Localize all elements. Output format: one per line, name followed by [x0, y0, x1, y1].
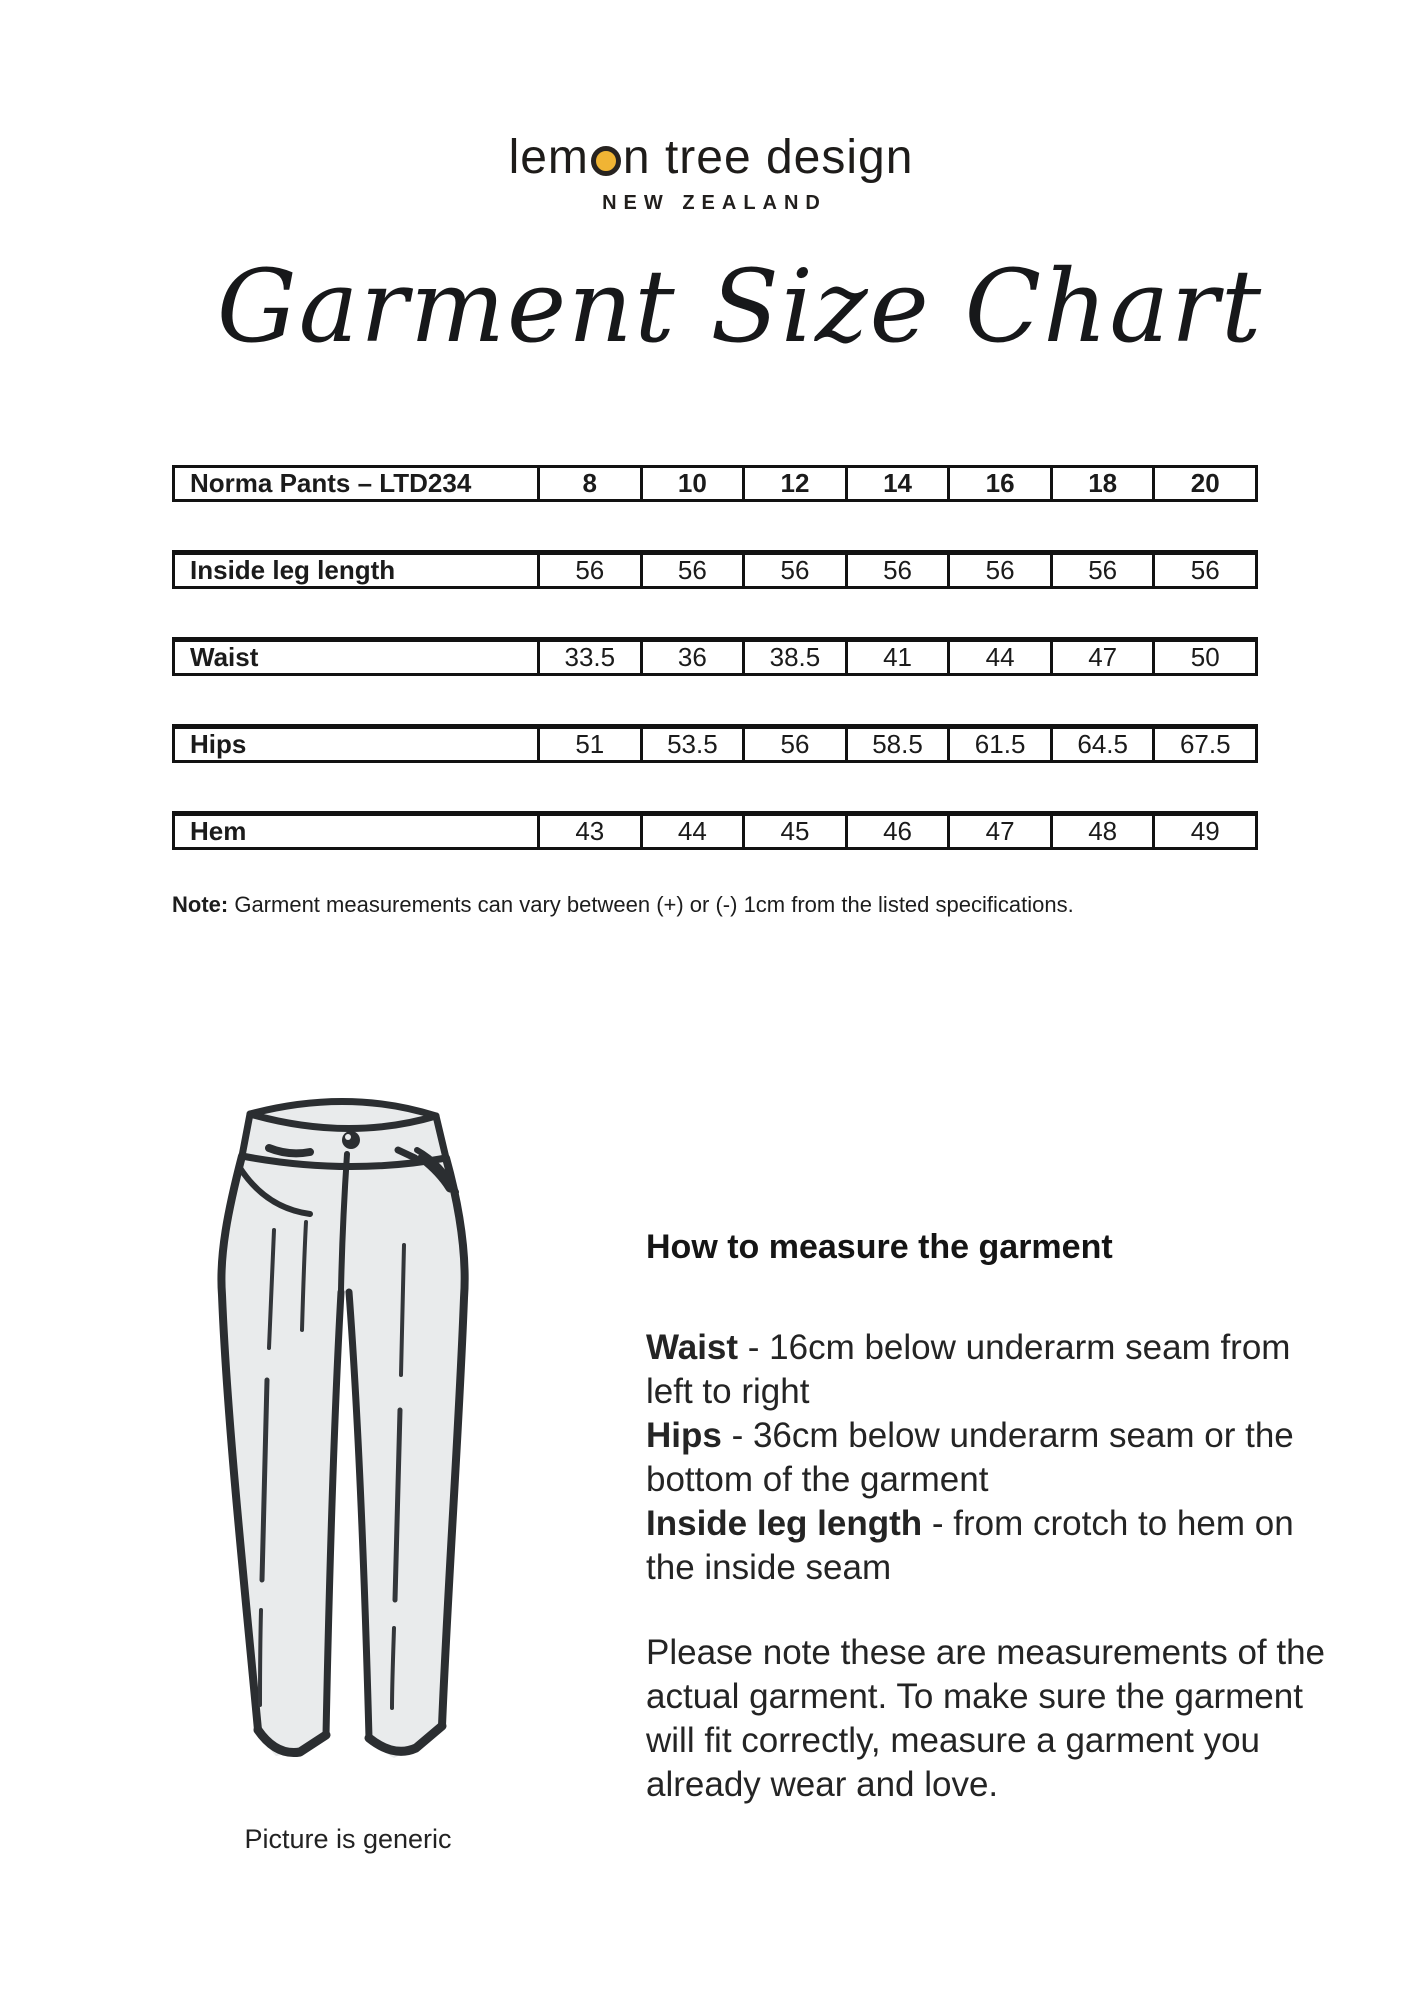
measure-desc: - 36cm below underarm seam or the bottom of the garment [646, 1416, 1294, 1499]
value-cell: 41 [845, 642, 948, 673]
size-table [172, 465, 1258, 850]
product-name-cell: Norma Pants – LTD234 [190, 468, 472, 498]
value-cell: 61.5 [947, 729, 1050, 760]
measure-term: Inside leg length [646, 1504, 923, 1543]
value-cell: 47 [1050, 642, 1153, 673]
measure-items [646, 1326, 1336, 1590]
size-cell: 14 [845, 468, 948, 499]
value-cell: 58.5 [845, 729, 948, 760]
value-cell: 67.5 [1152, 729, 1255, 760]
value-cell: 56 [1050, 555, 1153, 586]
row-label-cell: Waist [190, 642, 259, 672]
size-cell: 12 [742, 468, 845, 499]
page-title: Garment Size Chart [216, 248, 1264, 365]
measure-term: Waist [646, 1328, 739, 1367]
measurement-row [172, 724, 1258, 763]
brand-name-pre: lem [508, 131, 589, 184]
note [172, 892, 1074, 918]
measure-item [646, 1502, 1336, 1590]
lemon-dot-icon [591, 146, 621, 176]
measure-heading: How to measure the garment [646, 1228, 1113, 1266]
row-label-cell: Inside leg length [190, 555, 396, 585]
size-cell: 16 [947, 468, 1050, 499]
measurement-row [172, 637, 1258, 676]
value-cell: 38.5 [742, 642, 845, 673]
value-cell: 56 [742, 555, 845, 586]
value-cell: 51 [537, 729, 640, 760]
value-cell: 49 [1152, 816, 1255, 847]
row-label-cell: Hem [190, 816, 247, 846]
pants-button [342, 1131, 360, 1149]
value-cell: 47 [947, 816, 1050, 847]
value-cell: 56 [947, 555, 1050, 586]
row-label-cell: Hips [190, 729, 247, 759]
value-cell: 53.5 [640, 729, 743, 760]
value-cell: 56 [1152, 555, 1255, 586]
measure-desc: - from crotch to hem on the inside seam [646, 1504, 1294, 1587]
note-text: Garment measurements can vary between (+) or (-) 1cm from the listed specifications. [228, 892, 1074, 917]
value-cell: 64.5 [1050, 729, 1153, 760]
measurement-row [172, 811, 1258, 850]
value-cell: 46 [845, 816, 948, 847]
measure-desc: - 16cm below underarm seam from left to right [646, 1328, 1291, 1411]
brand-name [0, 130, 1422, 185]
value-cell: 43 [537, 816, 640, 847]
value-cell: 48 [1050, 816, 1153, 847]
size-cell: 8 [537, 468, 640, 499]
value-cell: 33.5 [537, 642, 640, 673]
size-header-row [172, 465, 1258, 502]
measure-paragraph: Please note these are measurements of the actual garment. To make sure the garment will fit correctly, measure a garment you already wear and love. [646, 1633, 1326, 1804]
size-cell: 20 [1152, 468, 1255, 499]
size-cell: 18 [1050, 468, 1153, 499]
size-cell: 10 [640, 468, 743, 499]
measure-item [646, 1326, 1336, 1414]
measure-item [646, 1414, 1336, 1502]
value-cell: 44 [947, 642, 1050, 673]
pants-button-highlight [345, 1134, 351, 1140]
note-label: Note: [172, 892, 229, 917]
measure-term: Hips [646, 1416, 722, 1455]
value-cell: 45 [742, 816, 845, 847]
picture-caption: Picture is generic [244, 1824, 452, 1854]
value-cell: 56 [640, 555, 743, 586]
brand-name-post: n tree design [622, 131, 914, 184]
value-cell: 36 [640, 642, 743, 673]
value-cell: 56 [742, 729, 845, 760]
value-cell: 56 [537, 555, 640, 586]
measurement-row [172, 550, 1258, 589]
brand-logo [0, 130, 1422, 215]
value-cell: 50 [1152, 642, 1255, 673]
value-cell: 56 [845, 555, 948, 586]
value-cell: 44 [640, 816, 743, 847]
brand-country: NEW ZEALAND [602, 192, 827, 214]
pants-illustration [214, 1080, 482, 1775]
